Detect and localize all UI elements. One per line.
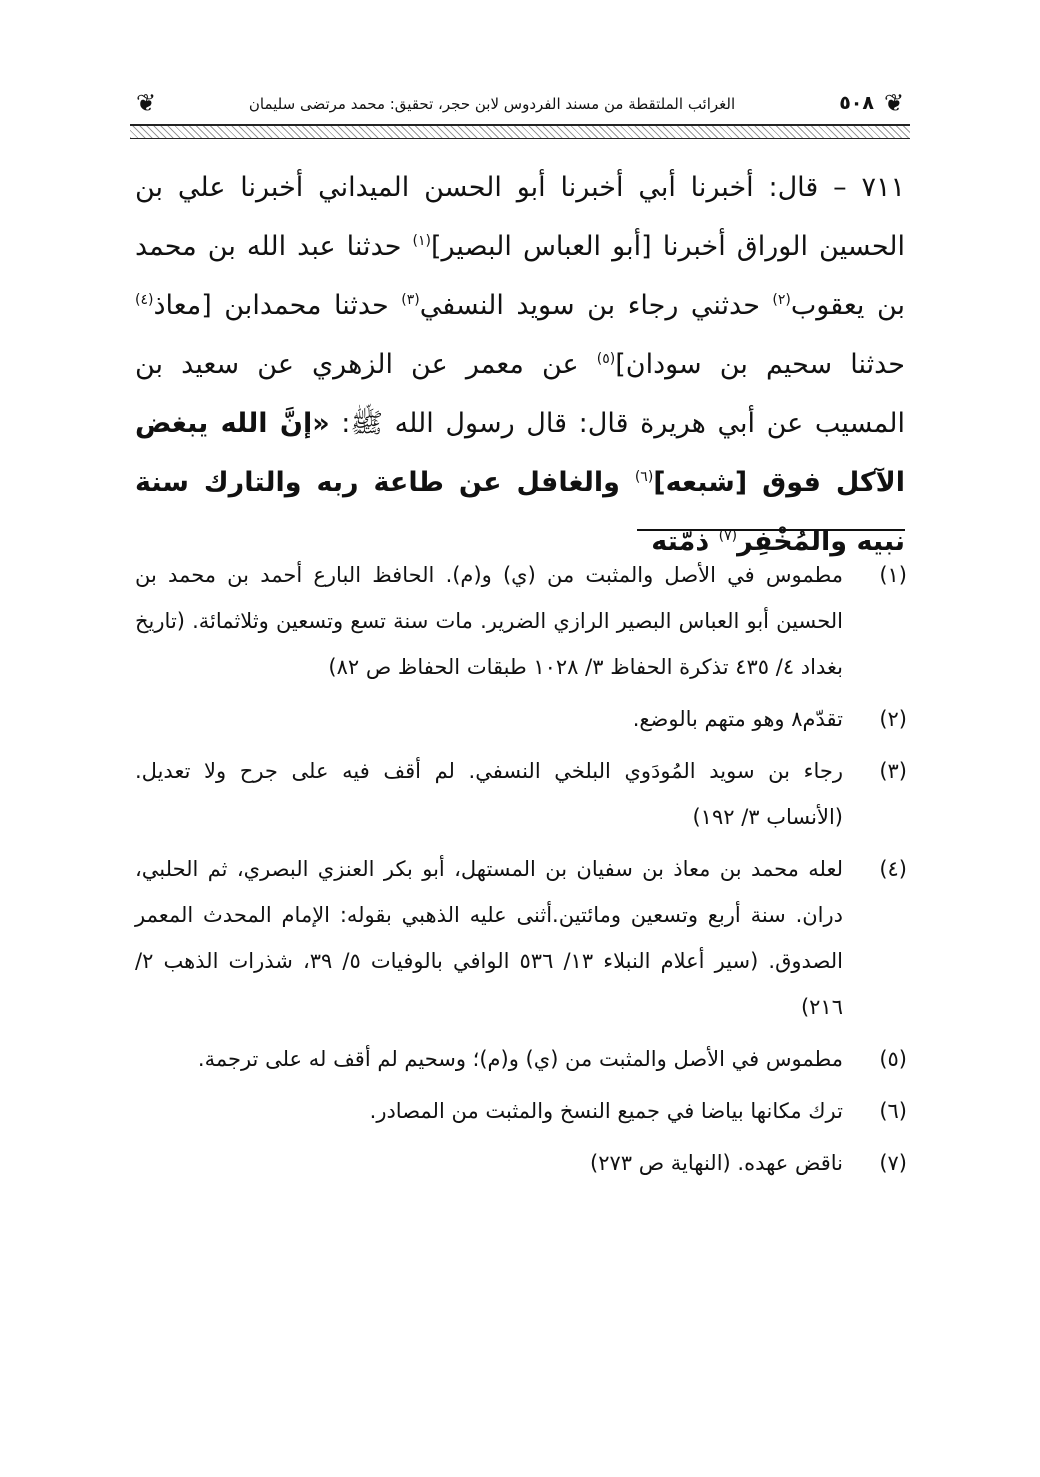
footnote-item	[135, 696, 907, 742]
footnote-number: (١)	[879, 563, 907, 587]
footnote-ref: (٥)	[596, 351, 616, 367]
footnote-item	[135, 1036, 907, 1082]
footnote-text: رجاء بن سويد المُودَوي البلخي النسفي. لم أقف فيه على جرح ولا تعديل. (الأنساب ٣/ ١٩٢)	[135, 759, 843, 829]
footnote-item	[135, 1088, 907, 1134]
hadith-text-part: عن معمر عن الزهري عن سعيد بن المسيب عن أبي هريرة قال: قال رسول الله ﷺ:	[135, 349, 905, 439]
footnote-number: (٥)	[879, 1047, 907, 1071]
footnote-ref: (١)	[412, 233, 431, 249]
footnote-text: لعله محمد بن معاذ بن سفيان بن المستهل، أبو بكر العنزي البصري، ثم الحلبي، دران. سنة أربع وتسعين ومائتين.أثنى عليه الذهبي بقوله: الإمام المحدث المعمر الصدوق. (سير أعلام النبلاء ١٣/ ٥٣٦ الوافي بالوفيات ٥/ ٣٩، شذرات الذهب ٢/ ٢١٦)	[135, 857, 843, 1019]
footnote-item	[135, 748, 907, 840]
footnote-item	[135, 846, 907, 1030]
ornament-left-icon: ❦	[135, 89, 157, 117]
hadith-text-part: حدثنا محمدابن [معاذ	[153, 290, 402, 321]
footnote-separator	[637, 529, 905, 531]
footnote-text: تقدّم٨ وهو متهم بالوضع.	[632, 707, 843, 731]
hadith-text-part: حدثني رجاء بن سويد النسفي	[419, 290, 773, 321]
hadith-matn: ذمّته	[651, 526, 719, 557]
footnote-number: (٧)	[879, 1151, 907, 1175]
hadith-text-part: حدثنا سحيم بن سودان]	[615, 349, 905, 380]
hadith-text-part: حدثنا عبد الله بن محمد بن يعقوب	[135, 231, 906, 321]
footnote-number: (٦)	[879, 1099, 907, 1123]
running-header	[130, 82, 910, 144]
footnote-item	[135, 552, 907, 690]
book-title: الغرائب الملتقطة من مسند الفردوس لابن حجر، تحقيق: محمد مرتضى سليمان	[248, 95, 736, 113]
footnote-text: مطموس في الأصل والمثبت من (ي) و(م). الحافظ البارع أحمد بن محمد بن الحسين أبو العباس البصير الرازي الضرير. مات سنة تسع وتسعين وثلاثمائة. (تاريخ بغداد ٤/ ٤٣٥ تذكرة الحفاظ ٣/ ١٠٢٨ طبقات الحفاظ ص ٨٢)	[135, 563, 843, 679]
footnote-number: (٢)	[879, 707, 907, 731]
footnote-number: (٣)	[879, 759, 907, 783]
footnote-ref: (٦)	[634, 469, 654, 485]
footnote-text: ناقض عهده. (النهاية ص ٢٧٣)	[589, 1151, 843, 1175]
footnote-text: مطموس في الأصل والمثبت من (ي) و(م)؛ وسحيم لم أقف له على ترجمة.	[197, 1047, 843, 1071]
footnote-number: (٤)	[879, 857, 907, 881]
footnotes	[135, 552, 907, 1192]
footnote-ref: (٤)	[135, 292, 154, 308]
footnote-item	[135, 1140, 907, 1186]
footnote-ref: (٧)	[718, 528, 738, 544]
footnote-ref: (٢)	[772, 292, 791, 308]
hadith-matn: والغافل عن طاعة ربه والتارك سنة نبيه والمُخْفِر	[135, 467, 905, 557]
ornament-right-icon: ❦	[883, 89, 905, 117]
footnote-ref: (٣)	[401, 292, 420, 308]
hadith-matn: «إنَّ الله يبغض الآكل فوق [شبعه]	[135, 408, 905, 498]
page-number: ٥٠٨	[839, 92, 874, 114]
hadith-text	[135, 158, 905, 571]
header-decorative-rule	[130, 124, 910, 139]
footnote-text: ترك مكانها بياضا في جميع النسخ والمثبت من المصادر.	[369, 1099, 843, 1123]
hadith-text-part: ٧١١ – قال: أخبرنا أبي أخبرنا أبو الحسن الميداني أخبرنا علي بن الحسين الوراق أخبرنا [أبو العباس البصير]	[135, 172, 905, 262]
